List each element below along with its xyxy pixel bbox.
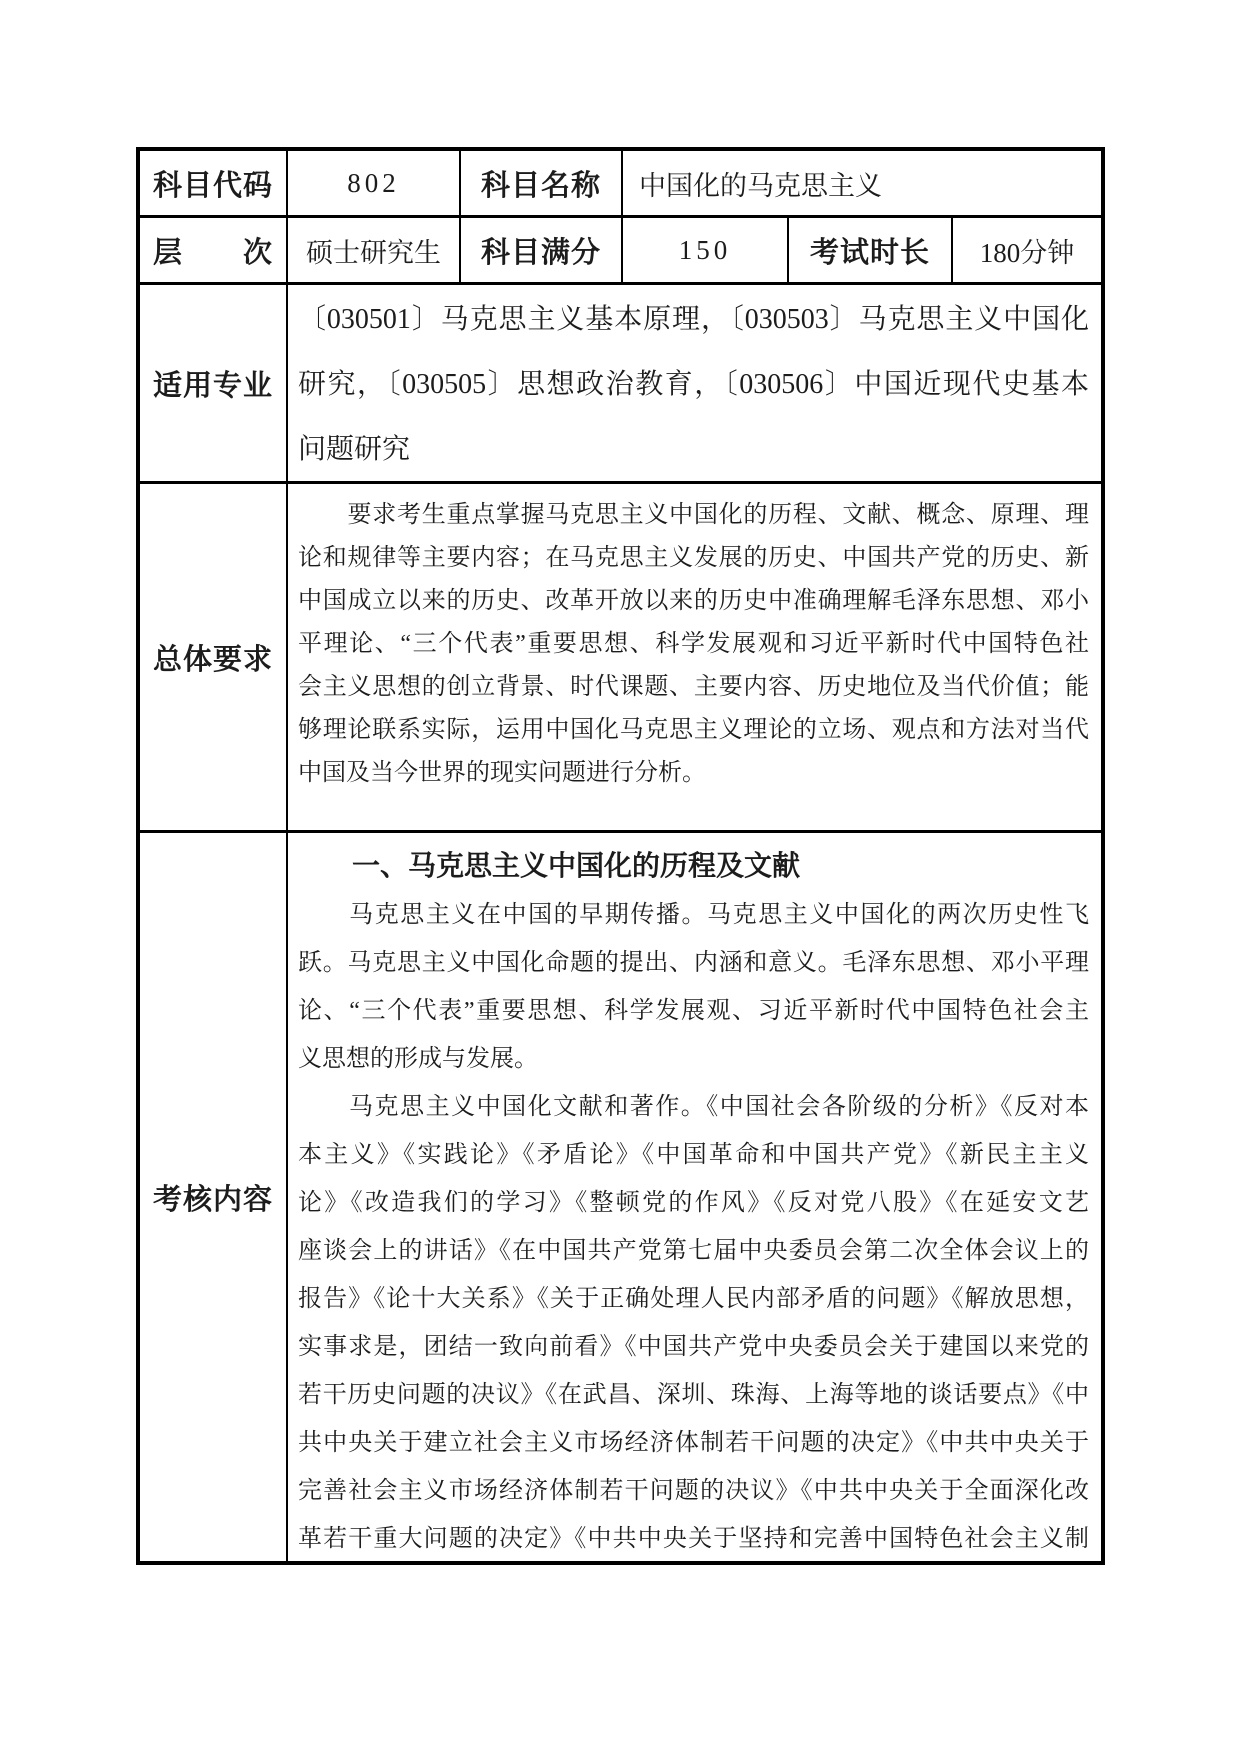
text-line: 平理论、“三个代表”重要思想、科学发展观和习近平新时代中国特色社 [298,631,1089,657]
row-subject [140,151,1101,218]
row-assessment-content [140,833,1101,1561]
level-label-cell [140,218,288,282]
overall-requirements-text [288,484,1101,830]
exam-syllabus-table [136,147,1105,1565]
text-line: 本主义》《实践论》《矛盾论》《中国革命和中国共产党》《新民主主义 [298,1142,1089,1168]
applicable-majors-label: 适用专业 [152,369,273,402]
text-line: 够理论联系实际，运用中国化马克思主义理论的立场、观点和方法对当代 [298,717,1089,743]
full-score-value-cell [623,218,789,282]
text-line: 问题研究 [298,434,411,465]
full-score-label-cell [461,218,623,282]
row-level-score-duration [140,218,1101,285]
applicable-majors-label-cell [140,285,288,481]
full-score-value: 150 [678,234,732,265]
text-line: 完善社会主义市场经济体制若干问题的决议》《中共中央关于全面深化改 [298,1478,1089,1504]
text-line: 共中央关于建立社会主义市场经济体制若干问题的决定》《中共中央关于 [298,1430,1089,1456]
level-value-cell [288,218,461,282]
text-line: 革若干重大问题的决定》《中共中央关于坚持和完善中国特色社会主义制 [298,1526,1089,1552]
row-overall-requirements [140,484,1101,833]
text-line: 实事求是，团结一致向前看》《中国共产党中央委员会关于建国以来党的 [298,1334,1089,1360]
text-line: 跃。马克思主义中国化命题的提出、内涵和意义。毛泽东思想、邓小平理 [298,950,1089,976]
text-line: 中国及当今世界的现实问题进行分析。 [298,760,706,786]
applicable-majors-text [288,285,1101,481]
text-line: 论、“三个代表”重要思想、科学发展观、习近平新时代中国特色社会主 [298,998,1089,1024]
subject-code-value-cell [288,151,461,215]
text-line: 座谈会上的讲话》《在中国共产党第七届中央委员会第二次全体会议上的 [298,1238,1089,1264]
subject-code-label-cell [140,151,288,215]
row-applicable-majors [140,285,1101,484]
duration-value: 180分钟 [979,237,1075,268]
text-line: 中国成立以来的历史、改革开放以来的历史中准确理解毛泽东思想、邓小 [298,588,1089,614]
subject-name-label-cell [461,151,623,215]
overall-requirements-label: 总体要求 [152,643,273,676]
subject-name-value: 中国化的马克思主义 [639,170,882,201]
level-value: 硕士研究生 [306,237,441,268]
text-line: 马克思主义中国化文献和著作。《中国社会各阶级的分析》《反对本 [298,1094,1089,1120]
assessment-content-label: 考核内容 [152,1183,273,1216]
assessment-content-body [298,891,1089,1561]
text-line: 要求考生重点掌握马克思主义中国化的历程、文献、概念、原理、理 [298,502,1089,528]
text-line: 马克思主义在中国的早期传播。马克思主义中国化的两次历史性飞 [298,902,1089,928]
text-line: 论》《改造我们的学习》《整顿党的作风》《反对党八股》《在延安文艺 [298,1190,1089,1216]
text-line: 〔030501〕马克思主义基本原理，〔030503〕马克思主义中国化 [298,304,1089,335]
overall-requirements-label-cell [140,484,288,830]
duration-label: 考试时长 [809,236,930,269]
level-label: 层 次 [152,236,273,269]
duration-value-cell [953,218,1101,282]
text-line: 报告》《论十大关系》《关于正确处理人民内部矛盾的问题》《解放思想， [298,1286,1089,1312]
text-line: 论和规律等主要内容；在马克思主义发展的历史、中国共产党的历史、新 [298,545,1089,571]
assessment-content-text [288,833,1101,1561]
text-line: 会主义思想的创立背景、时代课题、主要内容、历史地位及当代价值；能 [298,674,1089,700]
assessment-content-label-cell [140,833,288,1561]
text-line: 义思想的形成与发展。 [298,1046,538,1072]
subject-code-value: 802 [347,167,400,198]
text-line: 研究，〔030505〕思想政治教育，〔030506〕中国近现代史基本 [298,369,1089,400]
subject-name-value-cell [623,151,1101,215]
section-heading: 一、马克思主义中国化的历程及文献 [352,850,801,881]
text-line: 若干历史问题的决议》《在武昌、深圳、珠海、上海等地的谈话要点》《中 [298,1382,1089,1408]
duration-label-cell [789,218,953,282]
subject-name-label: 科目名称 [480,169,601,202]
full-score-label: 科目满分 [480,236,601,269]
subject-code-label: 科目代码 [152,169,273,202]
